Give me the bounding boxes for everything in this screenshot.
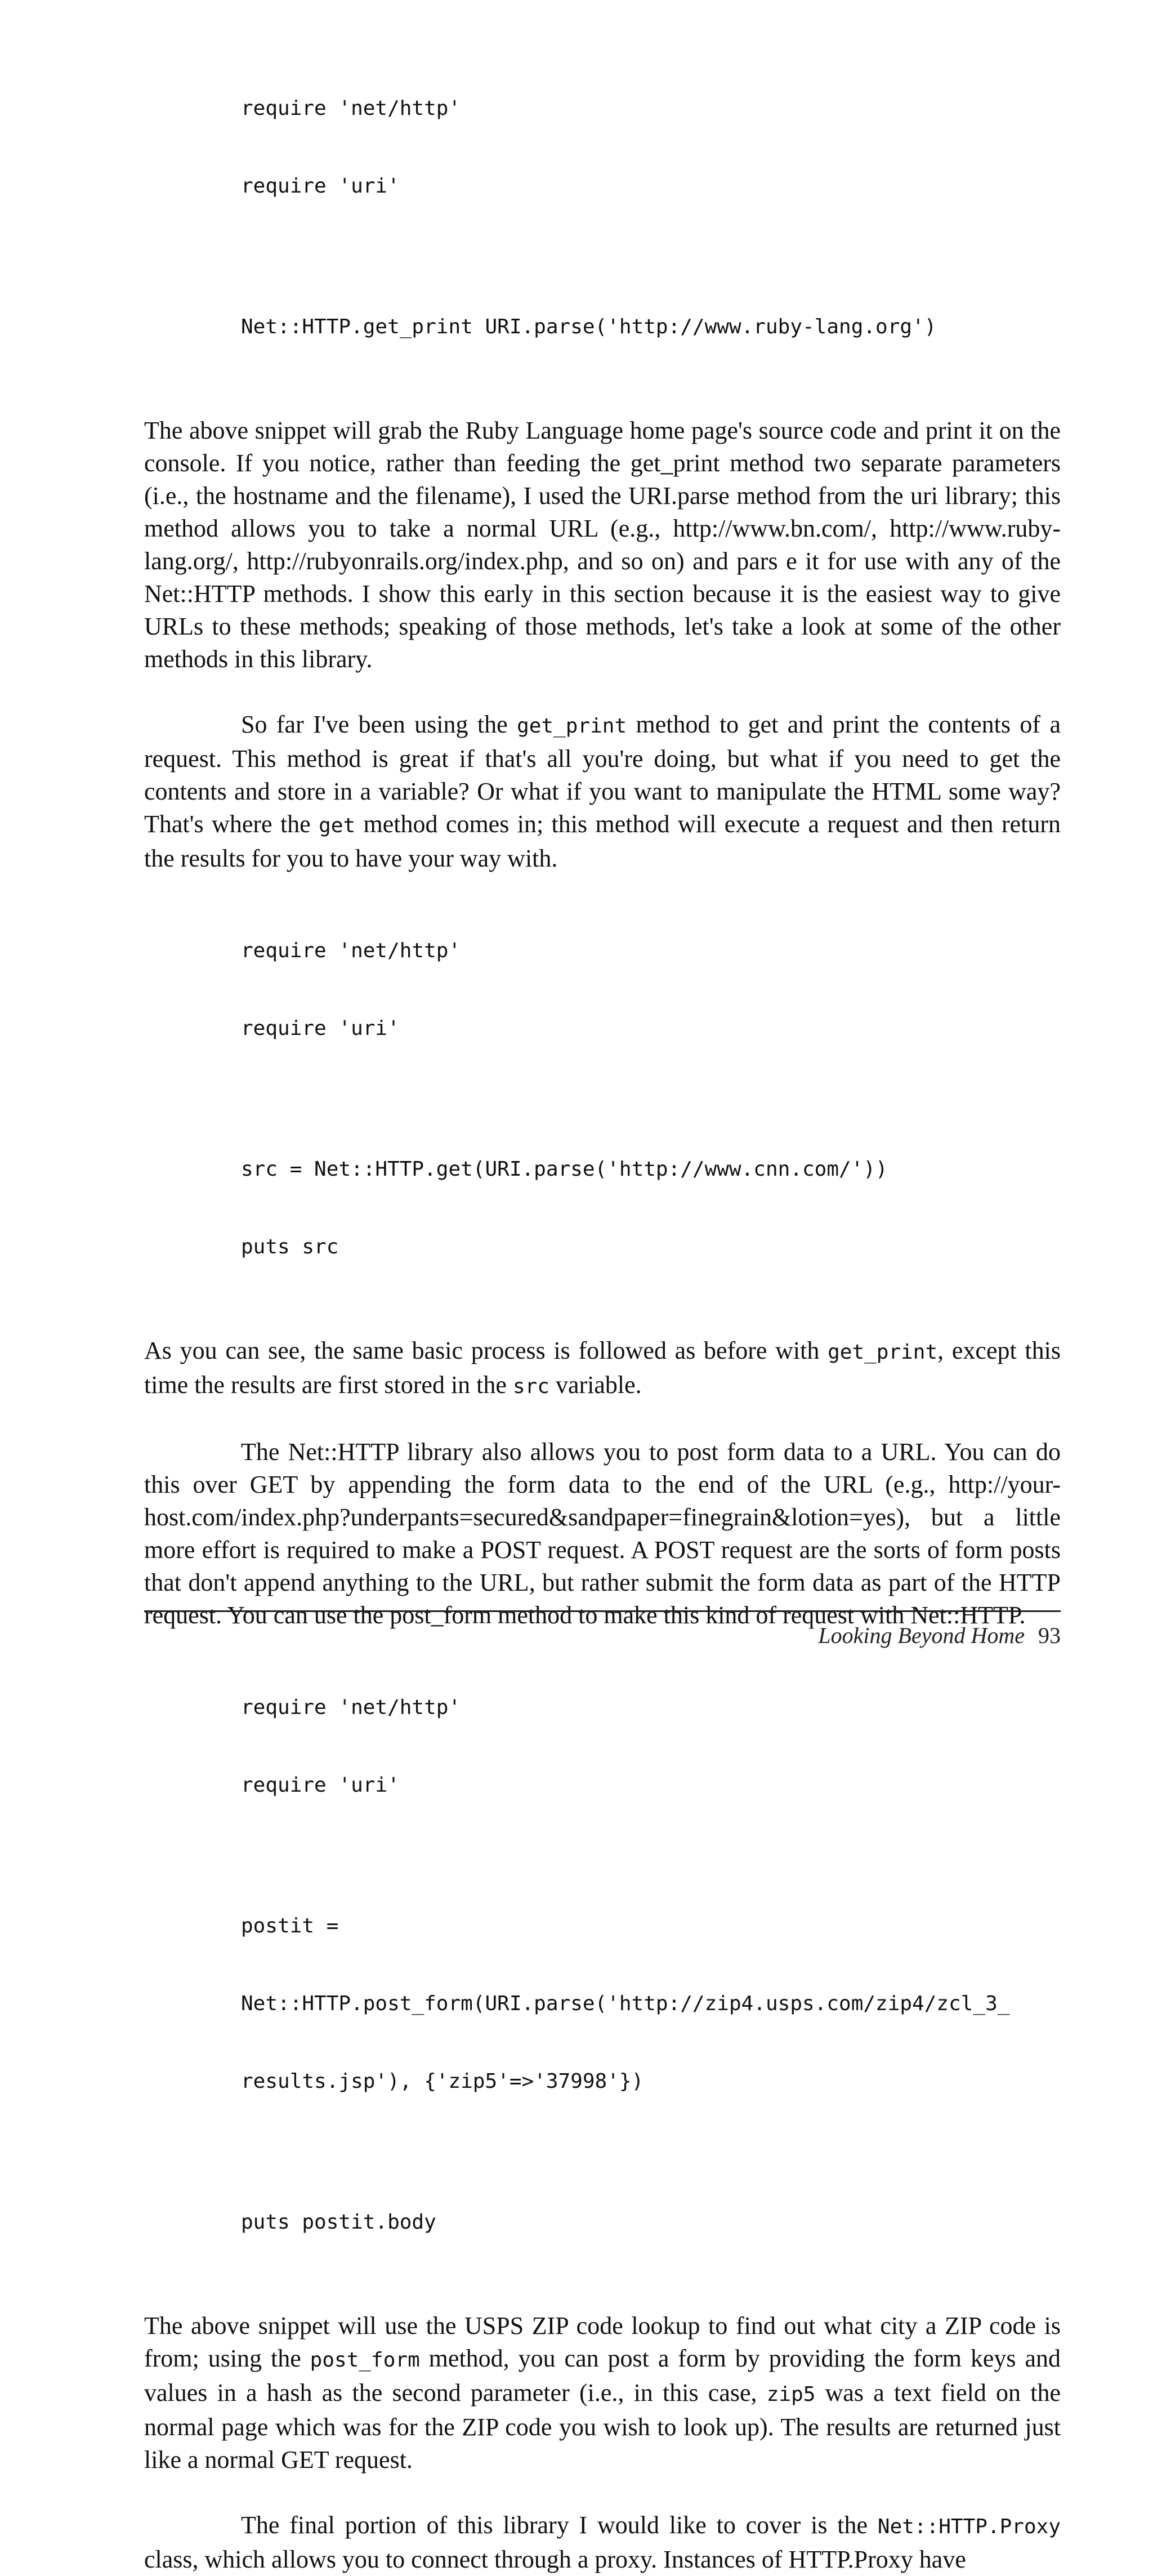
- code-line: require 'net/http': [241, 1696, 461, 1719]
- paragraph-3: [144, 1334, 1061, 1403]
- text-run: was a text field on the normal page which was for the ZIP code you wish to look up). The results are returned just like a normal GET request.: [144, 2379, 1061, 2474]
- code-line: postit =: [241, 1914, 339, 1937]
- inline-code: src: [512, 1375, 549, 1398]
- code-line: require 'uri': [241, 1774, 400, 1797]
- code-line: puts postit.body: [241, 2211, 436, 2234]
- page-number: 93: [1038, 1623, 1061, 1648]
- code-line: Net::HTTP.get_print URI.parse('http://www.ruby-lang.org'): [241, 315, 937, 338]
- code-block-2: [241, 886, 1061, 1093]
- inline-code: get_print: [828, 1341, 938, 1364]
- footer-rule: [144, 1610, 1061, 1612]
- text-run: As you can see, the same basic process is followed as before with: [144, 1337, 828, 1364]
- paragraph-2: [144, 708, 1061, 875]
- code-line: require 'net/http': [241, 97, 461, 120]
- paragraph-6: [144, 2509, 1061, 2576]
- paragraph-5: [144, 2310, 1061, 2476]
- paragraph-1: The above snippet will grab the Ruby Language home page's source code and print it on the console. If you notice, rather than feeding the get_print method two separate parameters (i.e., the hostname and the filename), I used the URI.parse method from the uri library; this method allows you to take a normal URL (e.g., http://www.bn.com/, http://www.ruby-lang.org/, http://rubyonrails.org/index.php, and so on) and pars e it for use with any of the Net::HTTP methods. I show this early in this section because it is the easiest way to give URLs to these methods; speaking of those methods, let's take a look at some of the other methods in this library.: [144, 417, 1061, 673]
- paragraph-4: The Net::HTTP library also allows you to post form data to a URL. You can do this over GET by appending the form data to the end of the URL (e.g., http://your-host.com/index.php?underpants=secured&sandpaper=finegrain&lotion=yes), but a little more effort is required to make a POST request. A POST request are the sorts of form posts that don't append anything to the URL, but rather submit the form data as part of the HTTP request. You can use the post_form method to make this kind of request with Net::HTTP.: [144, 1438, 1061, 1629]
- running-title: Looking Beyond Home: [818, 1623, 1025, 1648]
- text-run: variable.: [549, 1371, 642, 1399]
- page-body: [144, 44, 1061, 2576]
- code-line: require 'net/http': [241, 939, 461, 962]
- text-run: class, which allows you to connect through a proxy. Instances of HTTP.Proxy have: [144, 2546, 966, 2573]
- code-line: puts src: [241, 1235, 339, 1258]
- code-block-2b: [241, 1105, 1061, 1312]
- code-line: require 'uri': [241, 1017, 400, 1040]
- inline-code: zip5: [766, 2383, 816, 2406]
- inline-code: get_print: [517, 715, 627, 738]
- page-footer: [818, 1622, 1061, 1650]
- paragraph-gap: [144, 1403, 1061, 1436]
- code-line: require 'uri': [241, 175, 400, 198]
- text-run: The above snippet will use the USPS ZIP code lookup to find out what city a ZIP code is from; using the: [144, 2312, 1061, 2372]
- paragraph-gap: [144, 2476, 1061, 2509]
- text-run: , except this time the results are first stored in the: [144, 1337, 1061, 1399]
- code-block-3b: [241, 1861, 1061, 2146]
- text-run: method, you can post a form by providing the form keys and values in a hash as the second parameter (i.e., in this case,: [144, 2345, 1061, 2407]
- inline-code: post_form: [310, 2349, 420, 2372]
- code-line: Net::HTTP.post_form(URI.parse('http://zip4.usps.com/zip4/zcl_3_: [241, 1992, 1010, 2015]
- text-run: method to get and print the contents of a request. This method is great if that's all you're doing, but what if you need to get the contents and store in a variable? Or what if you want to manipulate the HTML some way? That's where the: [144, 711, 1061, 838]
- code-line: src = Net::HTTP.get(URI.parse('http://www.cnn.com/')): [241, 1158, 888, 1181]
- text-run: So far I've been using the: [241, 711, 517, 738]
- paragraph-gap: [144, 676, 1061, 708]
- code-block-1b: [241, 262, 1061, 392]
- code-block-3: [241, 1643, 1061, 1850]
- text-run: The final portion of this library I would like to cover is the: [241, 2511, 878, 2539]
- inline-code: Net::HTTP.Proxy: [877, 2515, 1061, 2538]
- code-line: results.jsp'), {'zip5'=>'37998'}): [241, 2070, 644, 2093]
- code-block-3c: [241, 2158, 1061, 2287]
- code-block-1: [241, 44, 1061, 251]
- text-run: method comes in; this method will execute a request and then return the results for you to have your way with.: [144, 810, 1061, 872]
- inline-code: get: [319, 814, 356, 837]
